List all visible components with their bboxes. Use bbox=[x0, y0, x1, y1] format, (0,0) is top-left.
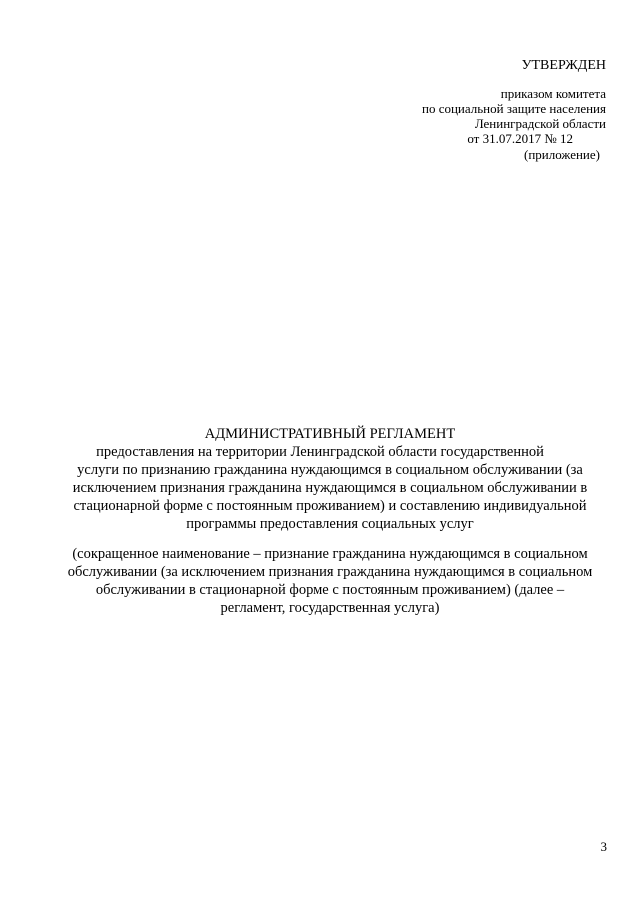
approval-date-line: от 31.07.2017 № 12 bbox=[467, 131, 573, 146]
short-name-line: обслуживании в стационарной форме с постоянным проживанием) (далее – bbox=[95, 582, 565, 598]
short-name-line: регламент, государственная услуга) bbox=[220, 600, 440, 616]
full-name-line: предоставления на территории Ленинградской области государственной bbox=[96, 444, 544, 460]
regulation-heading: АДМИНИСТРАТИВНЫЙ РЕГЛАМЕНТ bbox=[204, 426, 456, 442]
approval-region-line: Ленинградской области bbox=[474, 116, 606, 131]
short-name-line: (сокращенное наименование – признание гражданина нуждающимся в социальном bbox=[72, 546, 588, 562]
regulation-full-name bbox=[50, 443, 610, 533]
full-name-line: исключением признания гражданина нуждающимся в социальном обслуживании в bbox=[72, 480, 588, 496]
page-number: 3 bbox=[600, 839, 607, 854]
approval-order-line: приказом комитета bbox=[500, 86, 606, 101]
approval-appendix-line: (приложение) bbox=[523, 147, 600, 162]
approval-committee-line: по социальной защите населения bbox=[421, 101, 606, 116]
approval-stamp bbox=[0, 0, 640, 170]
regulation-short-name bbox=[48, 545, 612, 617]
regulation-title-block bbox=[50, 425, 610, 533]
approved-title: УТВЕРЖДЕН bbox=[521, 58, 606, 73]
full-name-line: программы предоставления социальных услуг bbox=[186, 516, 474, 532]
full-name-line: стационарной форме с постоянным проживанием) и составлению индивидуальной bbox=[73, 498, 587, 514]
full-name-line: услуги по признанию гражданина нуждающимся в социальном обслуживании (за bbox=[77, 462, 583, 478]
short-name-line: обслуживании (за исключением признания гражданина нуждающимся в социальном bbox=[67, 564, 593, 580]
